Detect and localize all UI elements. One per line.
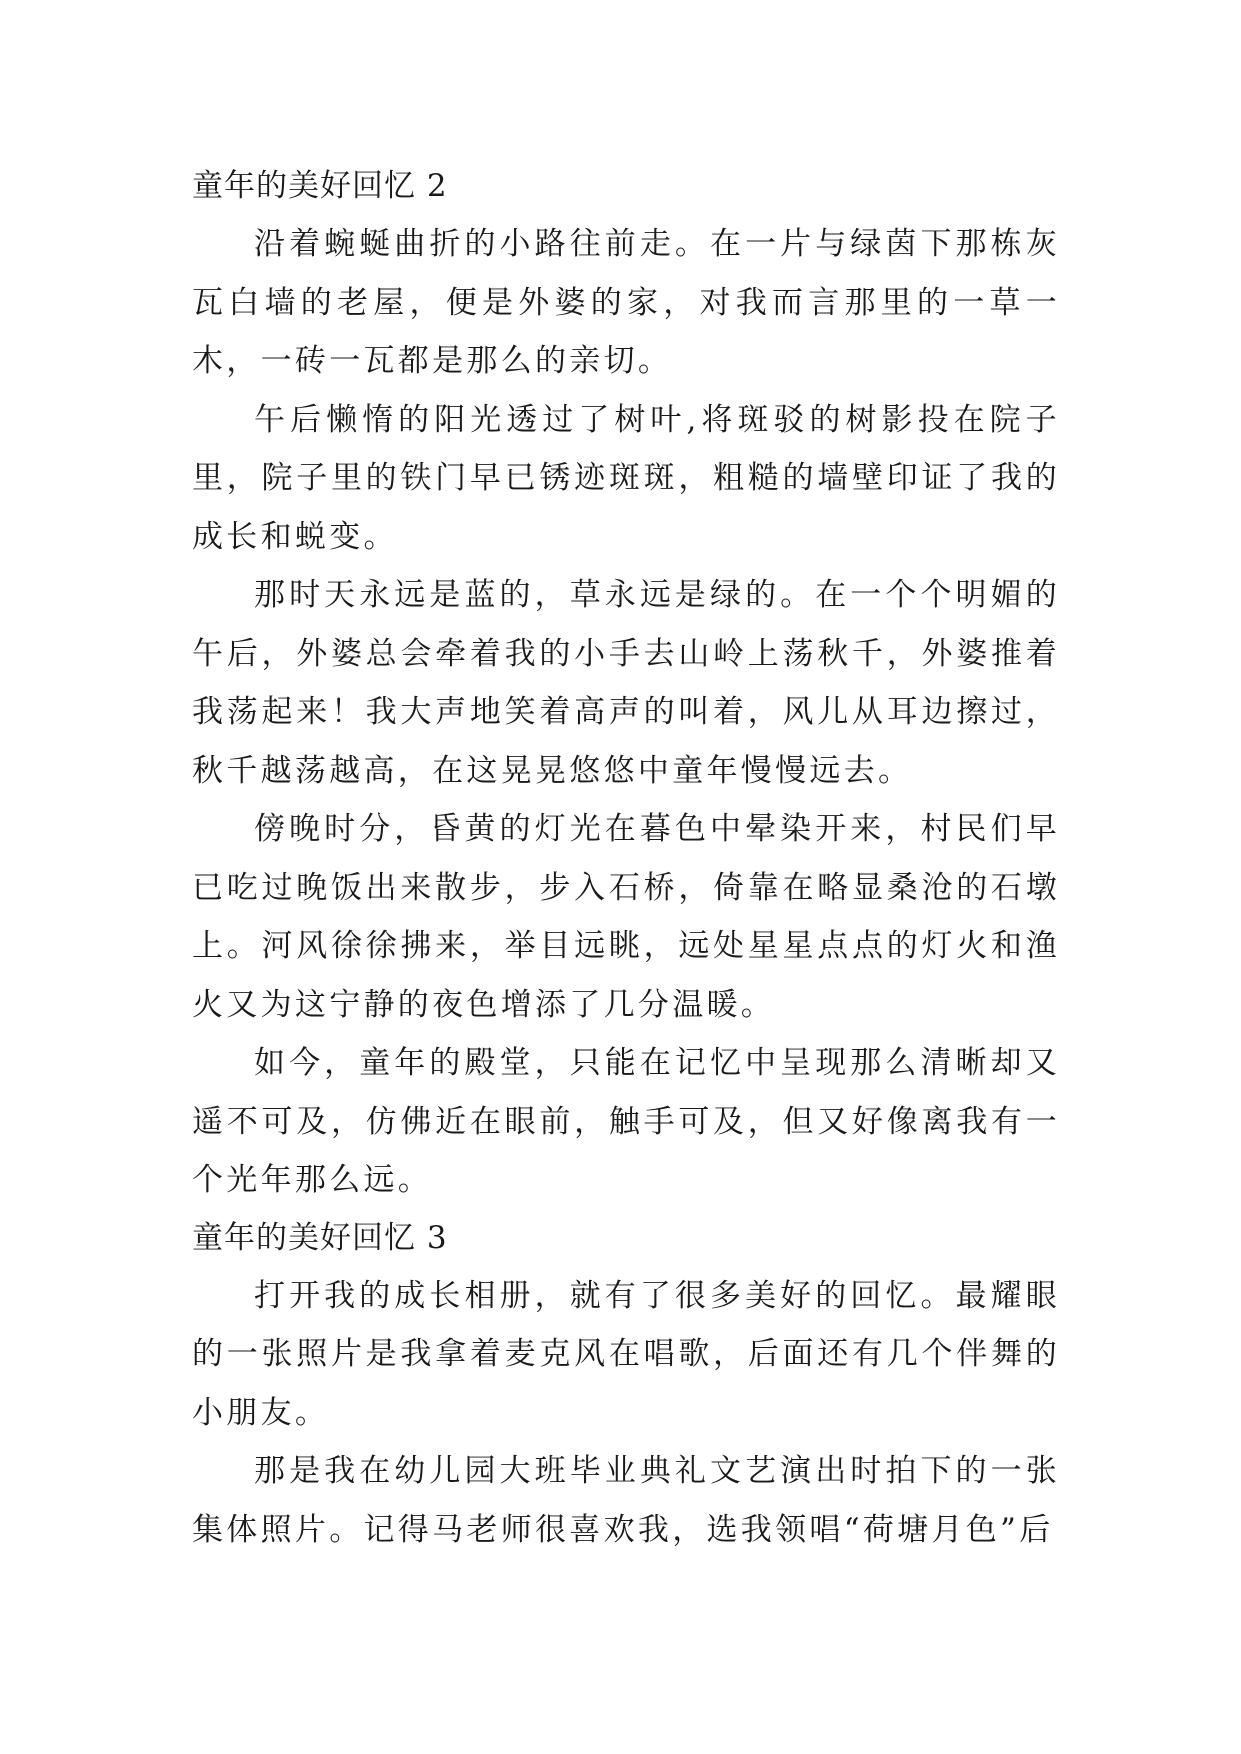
paragraph: 那是我在幼儿园大班毕业典礼文艺演出时拍下的一张集体照片。记得马老师很喜欢我，选我领唱“荷塘月色”后 [192, 1453, 1060, 1548]
document-page [192, 158, 1060, 1559]
paragraph: 沿着蜿蜒曲折的小路往前走。在一片与绿茵下那栋灰瓦白墙的老屋，便是外婆的家，对我而言那里的一草一木，一砖一瓦都是那么的亲切。 [192, 226, 1060, 379]
section-memory-2 [192, 158, 1060, 1210]
paragraph: 那时天永远是蓝的，草永远是绿的。在一个个明媚的午后，外婆总会牵着我的小手去山岭上荡秋千，外婆推着我荡起来！我大声地笑着高声的叫着，风儿从耳边擦过，秋千越荡越高，在这晃晃悠悠中童年慢慢远去。 [192, 577, 1060, 789]
paragraph: 如今，童年的殿堂，只能在记忆中呈现那么清晰却又遥不可及，仿佛近在眼前，触手可及，但又好像离我有一个光年那么远。 [192, 1045, 1060, 1198]
paragraph: 午后懒惰的阳光透过了树叶,将斑驳的树影投在院子里，院子里的铁门早已锈迹斑斑，粗糙的墙壁印证了我的成长和蜕变。 [192, 401, 1060, 555]
paragraph: 傍晚时分，昏黄的灯光在暮色中晕染开来，村民们早已吃过晚饭出来散步，步入石桥，倚靠在略显桑沧的石墩上。河风徐徐拂来，举目远眺，远处星星点点的灯火和渔火又为这宁静的夜色增添了几分温暖。 [192, 811, 1060, 1023]
paragraph: 打开我的成长相册，就有了很多美好的回忆。最耀眼的一张照片是我拿着麦克风在唱歌，后面还有几个伴舞的小朋友。 [192, 1277, 1060, 1431]
section-heading: 童年的美好回忆 3 [192, 1219, 448, 1256]
section-heading: 童年的美好回忆 2 [192, 168, 448, 204]
section-memory-3 [192, 1210, 1060, 1560]
